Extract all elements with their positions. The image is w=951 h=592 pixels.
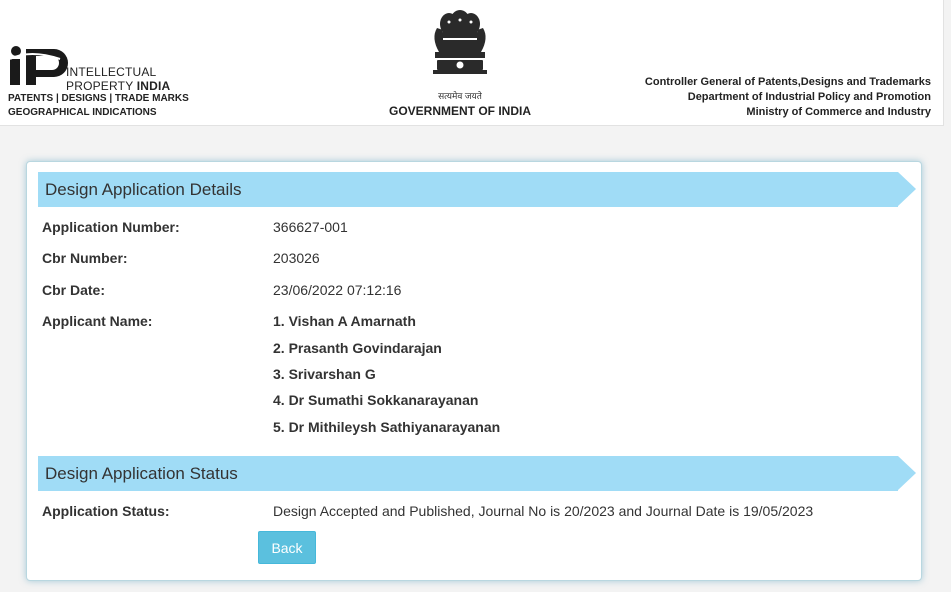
applicant-name-2: 2. Prasanth Govindarajan — [273, 340, 442, 356]
details-section-header — [38, 172, 898, 207]
cbr-date-value: 23/06/2022 07:12:16 — [273, 282, 402, 298]
status-section-header — [38, 456, 898, 491]
applicant-name-1: 1. Vishan A Amarnath — [273, 313, 416, 329]
cbr-number-label: Cbr Number: — [42, 250, 128, 266]
site-header — [0, 0, 944, 126]
applicant-name-label: Applicant Name: — [42, 313, 153, 329]
cbr-number-value: 203026 — [273, 250, 320, 266]
controller-general-info — [645, 75, 931, 120]
ipi-line-gi: GEOGRAPHICAL INDICATIONS — [8, 107, 157, 118]
back-button[interactable]: Back — [258, 531, 316, 564]
ip-india-logo-mark — [8, 45, 70, 93]
application-status-label: Application Status: — [42, 503, 170, 519]
application-status-value: Design Accepted and Published, Journal No is 20/2023 and Journal Date is 19/05/2023 — [273, 503, 814, 519]
government-of-india-title: GOVERNMENT OF INDIA — [388, 104, 531, 118]
applicant-name-3: 3. Srivarshan G — [273, 366, 376, 382]
ipi-line-patents: PATENTS | DESIGNS | TRADE MARKS — [8, 93, 189, 104]
application-number-label: Application Number: — [42, 219, 180, 235]
ipi-line-property-india — [66, 79, 170, 93]
status-heading: Design Application Status — [45, 464, 238, 483]
national-emblem-icon — [425, 10, 495, 88]
emblem-motto: सत्यमेव जयते — [438, 91, 482, 101]
design-application-panel — [26, 161, 922, 581]
application-number-value: 366627-001 — [273, 219, 348, 235]
details-heading: Design Application Details — [45, 180, 242, 199]
ipi-property: PROPERTY — [66, 79, 137, 93]
government-emblem-block — [385, 10, 535, 118]
cbr-date-label: Cbr Date: — [42, 282, 106, 298]
applicant-name-4: 4. Dr Sumathi Sokkanarayanan — [273, 392, 479, 408]
controller-line-2: Department of Industrial Policy and Promotion — [687, 91, 931, 103]
controller-line-1: Controller General of Patents,Designs and Trademarks — [644, 76, 931, 88]
controller-line-3: Ministry of Commerce and Industry — [746, 106, 931, 118]
ipi-line-intellectual: INTELLECTUAL — [66, 65, 157, 79]
ipi-india: INDIA — [136, 79, 171, 93]
applicant-name-5: 5. Dr Mithileysh Sathiyanarayanan — [273, 419, 501, 435]
